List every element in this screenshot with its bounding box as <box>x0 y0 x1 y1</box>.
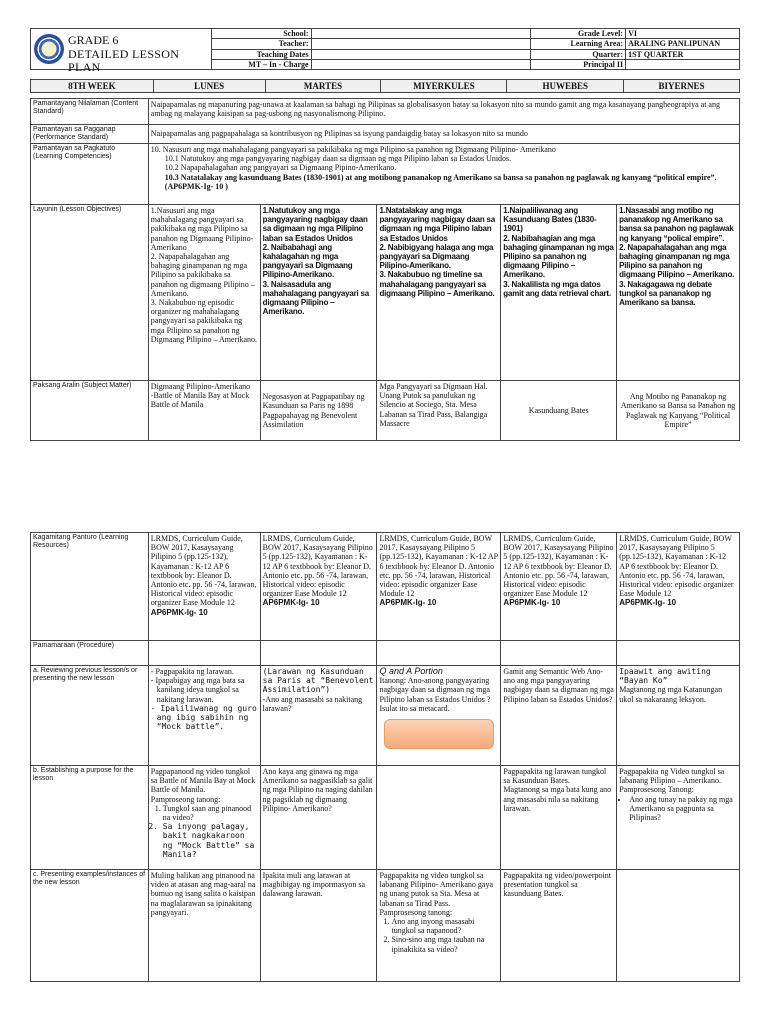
list-item: 1. Tungkol saan ang pinanood na video? <box>163 804 258 822</box>
performance-standard-text: Naipapamalas ang pagpapahalaga sa kontribusyon ng Pilipinas sa isyung pandaigdig batay sa lokasyon nito sa mundo <box>148 125 739 144</box>
grade-level-value: VI <box>626 29 740 39</box>
objective-item: 3. Nakabubuo ng episodic organizer ng mahahalagang pangyayari sa pakikibaka ng mga Pilipino sa panahon ng Digmaang Pilipino – Amerikano. <box>150 298 258 344</box>
performance-standard-label: Pamantayan sa Pagganap (Performance Standard) <box>31 125 149 144</box>
objective-item: 3. Nakalilista ng mga datos gamit ang data retrieval chart. <box>503 279 611 298</box>
list-item: • Ano ang tunay na pakay ng mga Amerikano sa pagpunta sa Pilipinas? <box>629 795 737 823</box>
competency-code: AP6PMK-Ig- 10 <box>503 598 561 608</box>
resources-martes <box>260 533 377 641</box>
grade-level-label: Grade Level: <box>531 29 626 39</box>
reviewing-biyernes <box>617 666 740 766</box>
metacard-shape <box>384 719 494 749</box>
week-bar <box>30 79 740 93</box>
examples-miyerkules <box>377 870 501 982</box>
subject-matter-miyerkules: Mga Pangyayari sa Digmaan Hal. Unang Putok sa panulukan ng Silencio at Sociego, Sta. Mesa Labanan sa Tirad Pass, Balangiga Massacre <box>377 381 501 441</box>
subject-matter-huwebes: Kasunduang Bates <box>501 381 617 441</box>
examples-martes: Ipakita muli ang larawan at magbibigay ng impormasyon sa dalawang larawan. <box>260 870 377 982</box>
competency-code: AP6PMK-Ig- 10 <box>619 598 677 608</box>
objectives-martes <box>260 205 377 381</box>
subject-matter-lunes: Digmaang Pilipino-Amerikano -Battle of Manila Bay at Mock Battle of Manila <box>148 381 260 441</box>
procedure-line: (Larawan ng Kasunduan sa Paris at “Benevolent Assimilation”) <box>262 667 374 695</box>
resources-miyerkules <box>377 533 501 641</box>
list-item: 2. Sino-sino ang mga tauhan na ipinakikita sa video? <box>391 935 498 953</box>
learning-area-label: Learning Area: <box>531 39 626 49</box>
resources-text: LRMDS, Curriculum Guide, BOW 2017, Kasaysayang Pilipino 5 (pp.125-132), Kayamanan : K-12 AP 6 textbbook by: Eleanor D. Antonio etc. pp. 56 -74, larawan, Historical video: episodic organizer Ease Module 12 <box>379 534 498 599</box>
quarter-value: 1ST QUARTER <box>626 49 740 59</box>
procedure-line: Ipaawit ang awiting “Bayan Ko” <box>619 667 711 686</box>
procedure-line: Pagpapakita ng Video tungkol sa labanang Pilipino – Amerikano. <box>619 767 725 786</box>
objective-item: 1.Nasusuri ang mga mahahalagang pangyayari sa pakikibaka ng mga Pilipino sa panahon ng Digmaang Pilipino-Amerikano <box>150 206 254 252</box>
teaching-dates-label: Teaching Dates <box>211 49 311 59</box>
learning-resources-label: Kagamitang Panturo (Learning Resources) <box>31 533 149 641</box>
procedure-line: Pamprosesong tanong: <box>379 907 453 917</box>
competency-line: 10. Nasusuri ang mga mahahalagang pangyayari sa pakikibaka ng mga Pilipino sa panahon ng Digmaang Pilipino- Amerikano <box>150 145 556 154</box>
reviewing-lunes <box>148 666 260 766</box>
objective-item: 3. Nakagagawa ng debate tungkol sa pananakop ng Amerikano sa bansa. <box>619 279 712 308</box>
content-standard-text: Naipapamalas ng mapanuring pag-unawa at kaalaman sa bahagi ng Pilipinas sa globalisasyon batay sa lokasyon nito sa mundo gamit ang mga kasanayang pangheograpiya at ang ambag ng malayang kaisipan sa pag-usbong ng nasyonalismong Pilipino. <box>148 99 739 125</box>
procedure-line: - Ipaliliwanag ng guro ang ibig sabihin ng “Mock battle”. <box>150 703 257 732</box>
purpose-huwebes: Pagpapakita ng larawan tungkol sa Kasunduan Bates. Magtanong sa mga bata kung ano ang masasabi nila sa nakitang larawan. <box>501 766 617 870</box>
reviewing-lesson-label: a. Reviewing previous lesson/s or presenting the new lesson <box>31 666 149 766</box>
competency-line: 10.2 Napapahalagahan ang pangyayari sa Digmaang Pipino-Amerikano. <box>164 163 397 173</box>
content-standard-label: Pamantayang Nilalaman (Content Standard) <box>31 99 149 125</box>
objective-item: 3. Naisasadula ang mahahalagang pangyayari sa digmaang Pilipino – Amerikano. <box>262 279 370 317</box>
establishing-purpose-label: b. Establishing a purpose for the lesson <box>31 766 149 870</box>
purpose-question-list <box>619 795 737 823</box>
objective-item: 2. Napapahalagahan ang bahaging ginampanan ng mga Pilipino sa pakikibaka sa panahon ng digmaang Pilipino – Amerikano. <box>150 252 255 298</box>
lesson-table-bottom <box>30 532 740 982</box>
resources-text: LRMDS, Curriculum Guide, BOW 2017, Kasaysayang Pilipino 5 (pp.125-132), Kayamanan : K-12 AP 6 textbbook by: Eleanor D. Antonio etc. pp. 56 -74, larawan, Historical video: episodic organizer Ease Module 12 <box>619 534 734 599</box>
principal-value <box>626 59 740 69</box>
header-title-cell <box>31 29 212 74</box>
competency-code: AP6PMK-Ig- 10 <box>262 598 320 608</box>
procedure-empty-cell <box>148 641 260 666</box>
purpose-lunes <box>148 766 260 870</box>
procedure-line: - Pagpapakita ng larawan. <box>150 667 234 676</box>
quarter-label: Quarter: <box>531 49 626 59</box>
resources-text: LRMDS, Curriculum Guide, BOW 2017, Kasaysayang Pilipino 5 (pp.125-132), Kayamanan : K-12 AP 6 textbbook by: Eleanor D. Antonio etc. pp. 56 -74, larawan, Historical video: episodic organizer Ease Module 12 <box>503 534 614 599</box>
resources-lunes <box>148 533 260 641</box>
deped-seal-icon <box>34 34 64 64</box>
examples-question-list <box>379 917 498 954</box>
lesson-table-top <box>30 98 740 441</box>
teaching-dates-value <box>311 49 531 59</box>
learning-competencies-label: Pamantayan sa Pagkatuto (Learning Competencies) <box>31 144 149 205</box>
school-value <box>311 29 531 39</box>
lesson-objectives-label: Layunin (Lesson Objectives) <box>31 205 149 381</box>
lesson-plan-title: DETAILED LESSON PLAN <box>68 47 180 74</box>
objectives-huwebes <box>501 205 617 381</box>
resources-text: LRMDS, Curriculum Guide, BOW 2017, Kasaysayang Pilipino 5 (pp.125-132), Kayamanan : K-12 AP 6 textbbook by: Eleanor D. Antonio etc. pp. 56 -74, larawan, Historical video: episodic organizer Ease Module 12 <box>262 534 373 599</box>
procedure-empty-cell <box>617 641 740 666</box>
objective-item: 1.Natutukoy ang mga pangyayaring nagbigay daan sa digmaan ng mga Pilipino laban sa Estados Unidos <box>262 206 368 243</box>
procedure-line: - Ipapabigay ang mga bata sa kanilang ideya tungkol sa nakitang larawan. <box>150 676 245 704</box>
day-miyerkules: MIYERKULES <box>381 80 507 93</box>
day-biyernes: BIYERNES <box>624 80 740 93</box>
day-martes: MARTES <box>265 80 381 93</box>
resources-huwebes <box>501 533 617 641</box>
list-item: 2. Sa inyong palagay, bakit nagkakaroon ng “Mock Battle” sa Manila? <box>163 822 258 859</box>
objectives-biyernes <box>617 205 740 381</box>
objective-item: 2. Napapahalagahan ang mga bahaging ginampanan ng mga Pilipino sa panahon ng digmaang Pilipino – Amerikano. <box>619 242 735 280</box>
day-huwebes: HUWEBES <box>507 80 624 93</box>
objective-item: 2. Naibabahagi ang kahalagahan ng mga pangyayari sa Digmaang Pilipino-Amerikano. <box>262 242 353 280</box>
learning-competencies-text <box>148 144 739 205</box>
objective-item: 1.Nasasabi ang motibo ng pananakop ng Amerikano sa bansa sa panahon ng paglawak ng kanyang “polical empire”. <box>619 206 734 243</box>
header-table <box>30 28 740 74</box>
procedure-empty-cell <box>501 641 617 666</box>
objective-item: 1.Natatalakay ang mga pangyayaring nagbigay daan sa digmaan ng mga Pilipino laban sa Estados Unidos <box>379 206 496 243</box>
objective-item: 1.Naipaliliwanag ang Kasunduang Bates (1830-1901) <box>503 206 597 234</box>
subject-matter-biyernes: Ang Motibo ng Pananakop ng Amerikano sa Bansa sa Panahon ng Paglawak ng Kanyang “Political Empire” <box>617 381 740 441</box>
objective-item: 2. Nabibigyang halaga ang mga pangyayari sa Digmaang Pilipino-Amerikano. <box>379 242 494 271</box>
list-item: 1. Ano ang inyong masasabi tungkol sa napanood? <box>391 917 498 935</box>
objectives-miyerkules <box>377 205 501 381</box>
reviewing-miyerkules <box>377 666 501 766</box>
procedure-line: Itanong: Ano-anong pangyayaring nagbigay daan sa digmaan ng mga Pilipino laban sa Estados Unidos ? <box>379 676 491 704</box>
examples-lunes: Muling balikan ang pinanood na video at atasan ang mag-aaral na bumuo ng isang salita o kaisipan na maglalarawan sa ipinakitang pangyayari. <box>148 870 260 982</box>
mt-in-charge-value <box>311 59 531 69</box>
purpose-miyerkules <box>377 766 501 870</box>
presenting-examples-label: c. Presenting examples/instances of the new lesson <box>31 870 149 982</box>
reviewing-huwebes: Gamit ang Semantic Web Ano-ano ang mga pangyayaring nagbigay daan sa digmaan ng mga Pilipino laban sa Estados Unidos? <box>501 666 617 766</box>
resources-text: LRMDS, Curriculum Guide, BOW 2017, Kasaysayang Pilipino 5 (pp.125-132), Kayamanan : K-12 AP 6 textbbook by: Eleanor D. Antonio etc. pp. 56 -74, larawan, Historical video: episodic organizer Ease Module 12 <box>150 534 257 608</box>
procedure-line: Pagpapakita ng video tungkol sa labanang Pilipino- Amerikano gaya ng unang putok sa Sta. Mesa at labanan sa Tirad Pass. <box>379 871 493 908</box>
procedure-line: Pamproseong tanong: <box>150 794 221 804</box>
day-lunes: LUNES <box>153 80 265 93</box>
grade-title: GRADE 6 <box>68 33 119 47</box>
procedure-line: Pamprosesong Tanong: <box>619 785 694 795</box>
q-and-a-title: Q and A Portion <box>379 666 443 676</box>
objectives-lunes <box>148 205 260 381</box>
objective-item: 3. Nakabubuo ng timeline sa mahahalagang pangyayari sa digmaang Pilipino – Amerikano. <box>379 270 495 298</box>
week-label: 8TH WEEK <box>31 80 154 93</box>
subject-matter-martes: Negosasyon at Pagpapatibay ng Kasunduan sa Paris ng 1898 Pagpapahayag ng Benevolent Assimilation <box>260 381 377 441</box>
purpose-biyernes <box>617 766 740 870</box>
mt-in-charge-label: MT – In - Charge <box>211 59 311 69</box>
procedure-line: Magtanong ng mga Katanungan ukol sa nakaraang leksyon. <box>619 685 723 704</box>
learning-area-value: ARALING PANLIPUNAN <box>626 39 740 49</box>
school-label: School: <box>211 29 311 39</box>
competency-line: 10.1 Natutukoy ang mga pangyayaring nagbigay daan sa digmaan ng mga Pilipino laban sa Estados Unidos. <box>164 154 512 164</box>
subject-matter-label: Paksang Aralin (Subject Matter) <box>31 381 149 441</box>
competency-line: 10.3 Natatalakay ang kasunduang Bates (1830-1901) at ang motibong pananakop ng Amerikano sa bansa sa panahon ng paglawak ng kanyang “political empire”. (AP6PMK-Ig- 10 ) <box>164 172 717 191</box>
procedure-line: Isulat ito sa metacard. <box>379 703 450 713</box>
reviewing-martes <box>260 666 377 766</box>
procedure-empty-cell <box>260 641 377 666</box>
objective-item: 2. Nabibahagian ang mga bahaging ginampanan ng mga Pilipino sa panahon ng digmaang Pilipino – Amerikano. <box>503 233 614 280</box>
competency-code: AP6PMK-Ig- 10 <box>150 607 208 617</box>
procedure-line: -Ano ang masasabi sa nakitang larawan? <box>262 694 363 713</box>
purpose-question-list <box>151 804 258 859</box>
principal-label: Principal II <box>531 59 626 69</box>
resources-biyernes <box>617 533 740 641</box>
procedure-empty-cell <box>377 641 501 666</box>
procedure-line: Pagpapanood ng video tungkol sa Battle of Manila Bay at Mock Battle of Manila. <box>150 767 256 795</box>
purpose-martes: Ano kaya ang ginawa ng mga Amerikano sa nagpasiklab sa galit ng mga Pilipino na naging dahilan ng pagsiklab ng digmaang Pilipino- Amerikano? <box>260 766 377 870</box>
teacher-label: Teacher: <box>211 39 311 49</box>
examples-biyernes <box>617 870 740 982</box>
procedure-label: Pamamaraan (Procedure) <box>31 641 149 666</box>
examples-huwebes: Pagpapakita ng video/powerpoint presentation tungkol sa kasunduang Bates. <box>501 870 617 982</box>
teacher-value <box>311 39 531 49</box>
competency-code: AP6PMK-Ig- 10 <box>379 598 437 608</box>
